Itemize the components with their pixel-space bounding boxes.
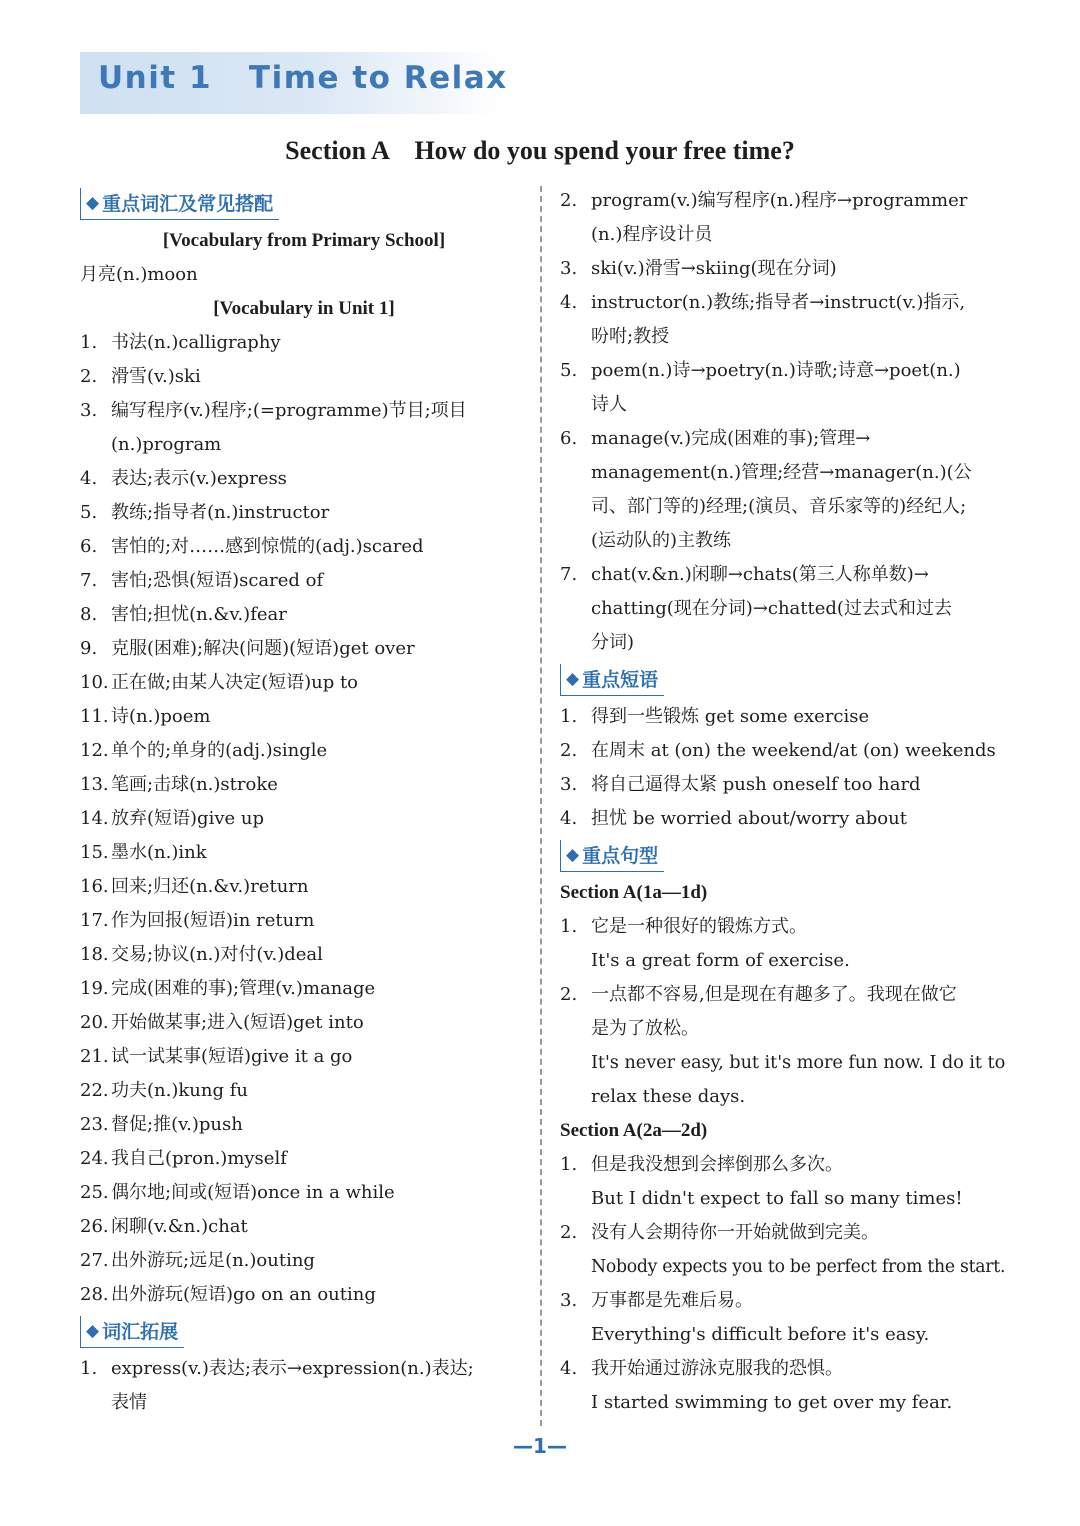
item-text: 它是一种很好的锻炼方式。: [591, 916, 807, 937]
section-a-1a-1d-label: Section A(1a—1d): [560, 882, 708, 903]
list-item: [560, 734, 1005, 768]
word-expansion-list-continued: [560, 184, 1005, 660]
item-number: [560, 524, 591, 558]
item-number: [80, 428, 111, 462]
item-text: manage(v.)完成(困难的事);管理→: [591, 428, 871, 449]
list-item: [560, 910, 1005, 944]
item-text: 在周末 at (on) the weekend/at (on) weekends: [591, 740, 996, 761]
item-text: 放弃(短语)give up: [111, 808, 264, 829]
item-number: 3.: [560, 774, 578, 795]
list-item: [560, 388, 1005, 422]
item-text: Nobody expects you to be perfect from the start.: [591, 1257, 1006, 1277]
item-number: 7.: [560, 564, 578, 585]
item-number: 2.: [560, 1222, 578, 1243]
item-text: (运动队的)主教练: [591, 530, 732, 551]
item-text: 害怕;担忧(n.&v.)fear: [111, 604, 287, 625]
list-item: [80, 632, 528, 666]
list-item: [560, 422, 1005, 456]
right-column: [560, 184, 1005, 1420]
item-text: express(v.)表达;表示→expression(n.)表达;: [111, 1358, 474, 1379]
item-number: [560, 218, 591, 252]
item-number: 4.: [560, 808, 578, 829]
item-number: 1.: [80, 1358, 98, 1379]
item-text: 担忧 be worried about/worry about: [591, 808, 907, 829]
list-item: [80, 598, 528, 632]
list-item: [80, 394, 528, 428]
item-number: 6.: [560, 428, 578, 449]
item-number: [560, 490, 591, 524]
item-number: [560, 388, 591, 422]
item-text: 作为回报(短语)in return: [111, 910, 315, 931]
item-text: 我开始通过游泳克服我的恐惧。: [591, 1358, 843, 1379]
item-number: 6.: [80, 536, 98, 557]
item-text: It's never easy, but it's more fun now. I do it to: [591, 1052, 1006, 1073]
list-item: [560, 1284, 1005, 1318]
item-number: 22.: [80, 1080, 109, 1101]
item-text: 功夫(n.)kung fu: [111, 1080, 248, 1101]
item-text: 得到一些锻炼 get some exercise: [591, 706, 870, 727]
vocab-moon: 月亮(n.)moon: [80, 264, 198, 285]
item-text: ski(v.)滑雪→skiing(现在分词): [591, 258, 837, 279]
item-number: 5.: [560, 360, 578, 381]
diamond-icon: ◆: [566, 668, 580, 689]
section-title: Section A How do you spend your free time?: [285, 136, 795, 165]
item-text: 正在做;由某人决定(短语)up to: [111, 672, 359, 693]
list-item: [80, 360, 528, 394]
list-item: [560, 1080, 1005, 1114]
heading-key-phrases: ◆ 重点短语: [560, 662, 1005, 697]
list-item: [80, 836, 528, 870]
list-item: [80, 462, 528, 496]
item-number: [560, 592, 591, 626]
item-number: 3.: [80, 400, 98, 421]
item-text: It's a great form of exercise.: [591, 950, 850, 971]
list-item: [560, 802, 1005, 836]
list-item: [80, 1108, 528, 1142]
item-number: 1.: [560, 706, 578, 727]
list-item: [80, 564, 528, 598]
item-text: chat(v.&n.)闲聊→chats(第三人称单数)→: [591, 564, 929, 585]
list-item: [560, 1318, 1005, 1352]
vocabulary-list: [80, 326, 528, 1312]
item-text: poem(n.)诗→poetry(n.)诗歌;诗意→poet(n.): [591, 360, 961, 381]
item-number: [560, 320, 591, 354]
item-text: 万事都是先难后易。: [591, 1290, 753, 1311]
subheading-primary-vocabulary: [Vocabulary from Primary School]: [162, 230, 446, 251]
item-number: 13.: [80, 774, 109, 795]
item-number: [560, 1318, 591, 1352]
item-text: 司、部门等的)经理;(演员、音乐家等的)经纪人;: [591, 496, 967, 517]
list-item: [560, 1386, 1005, 1420]
item-text: 克服(困难);解决(问题)(短语)get over: [111, 638, 415, 659]
item-number: 16.: [80, 876, 109, 897]
item-text: 完成(困难的事);管理(v.)manage: [111, 978, 376, 999]
item-text: 一点都不容易,但是现在有趣多了。我现在做它: [591, 984, 957, 1005]
item-text: 我自己(pron.)myself: [111, 1148, 287, 1169]
list-item: [80, 1176, 528, 1210]
list-item: [560, 1250, 1005, 1284]
item-text: 诗(n.)poem: [111, 706, 211, 727]
item-number: [560, 1250, 591, 1284]
list-item: [560, 1046, 1005, 1080]
item-number: 2.: [560, 740, 578, 761]
unit-title: Unit 1 Time to Relax: [98, 60, 508, 96]
list-item: [560, 286, 1005, 320]
item-number: 1.: [560, 916, 578, 937]
item-text: program(v.)编写程序(n.)程序→programmer: [591, 190, 968, 211]
item-number: 27.: [80, 1250, 109, 1271]
item-text: 偶尔地;间或(短语)once in a while: [111, 1182, 395, 1203]
list-item: [80, 530, 528, 564]
list-item: [560, 592, 1005, 626]
list-item: [80, 1244, 528, 1278]
item-number: 19.: [80, 978, 109, 999]
list-item: [560, 1182, 1005, 1216]
item-number: 18.: [80, 944, 109, 965]
item-number: [560, 1080, 591, 1114]
item-text: 回来;归还(n.&v.)return: [111, 876, 309, 897]
list-item: [80, 734, 528, 768]
list-item: [80, 496, 528, 530]
item-number: 15.: [80, 842, 109, 863]
item-text: 但是我没想到会摔倒那么多次。: [591, 1154, 843, 1175]
item-text: 表情: [111, 1392, 147, 1413]
list-item: [560, 218, 1005, 252]
item-text: 没有人会期待你一开始就做到完美。: [591, 1222, 879, 1243]
heading-word-expansion: ◆ 词汇拓展: [80, 1314, 528, 1349]
diamond-icon: ◆: [86, 1320, 100, 1341]
item-number: 4.: [80, 468, 98, 489]
item-text: 表达;表示(v.)express: [111, 468, 287, 489]
sentence-list-1: [560, 910, 1005, 1114]
item-text: 害怕;恐惧(短语)scared of: [111, 570, 324, 591]
item-number: [560, 626, 591, 660]
item-text: But I didn't expect to fall so many times!: [591, 1188, 963, 1209]
item-text: management(n.)管理;经营→manager(n.)(公: [591, 462, 972, 483]
list-item: [560, 978, 1005, 1012]
list-item: [80, 1278, 528, 1312]
list-item: [560, 944, 1005, 978]
list-item: [80, 428, 528, 462]
item-number: [560, 1386, 591, 1420]
item-number: 12.: [80, 740, 109, 761]
item-number: 3.: [560, 258, 578, 279]
list-item: [560, 490, 1005, 524]
item-text: 出外游玩(短语)go on an outing: [111, 1284, 376, 1305]
item-number: 17.: [80, 910, 109, 931]
item-number: 28.: [80, 1284, 109, 1305]
list-item: [80, 802, 528, 836]
list-item: [560, 456, 1005, 490]
item-number: 10.: [80, 672, 109, 693]
list-item: [80, 1142, 528, 1176]
item-number: 2.: [560, 190, 578, 211]
item-text: 闲聊(v.&n.)chat: [111, 1216, 248, 1237]
item-number: [560, 456, 591, 490]
item-number: 14.: [80, 808, 109, 829]
list-item: [560, 700, 1005, 734]
page-number: —1—: [513, 1434, 567, 1458]
item-number: 1.: [560, 1154, 578, 1175]
item-text: 是为了放松。: [591, 1018, 699, 1039]
item-text: (n.)程序设计员: [591, 224, 713, 245]
item-text: 交易;协议(n.)对付(v.)deal: [111, 944, 323, 965]
list-item: [560, 524, 1005, 558]
heading-key-vocabulary: ◆ 重点词汇及常见搭配: [80, 186, 528, 221]
item-number: [560, 1012, 591, 1046]
item-number: 1.: [80, 332, 98, 353]
list-item: [560, 768, 1005, 802]
left-column: [80, 184, 528, 1420]
item-number: 26.: [80, 1216, 109, 1237]
list-item: [80, 700, 528, 734]
list-item: [80, 904, 528, 938]
item-text: 试一试某事(短语)give it a go: [111, 1046, 353, 1067]
item-number: 23.: [80, 1114, 109, 1135]
item-text: 督促;推(v.)push: [111, 1114, 243, 1135]
list-item: [80, 666, 528, 700]
list-item: [560, 252, 1005, 286]
list-item: [560, 558, 1005, 592]
item-number: 8.: [80, 604, 98, 625]
section-a-2a-2d-label: Section A(2a—2d): [560, 1120, 708, 1141]
item-text: instructor(n.)教练;指导者→instruct(v.)指示,: [591, 292, 966, 313]
list-item: [80, 1386, 528, 1420]
list-item: [560, 354, 1005, 388]
item-text: 书法(n.)calligraphy: [111, 332, 281, 353]
item-number: [80, 1386, 111, 1420]
column-divider: [540, 186, 542, 1426]
item-text: 滑雪(v.)ski: [111, 366, 201, 387]
item-number: 3.: [560, 1290, 578, 1311]
phrase-list: [560, 700, 1005, 836]
item-text: 单个的;单身的(adj.)single: [111, 740, 328, 761]
item-number: 11.: [80, 706, 109, 727]
diamond-icon: ◆: [566, 844, 580, 865]
item-text: chatting(现在分词)→chatted(过去式和过去: [591, 598, 952, 619]
item-text: 墨水(n.)ink: [111, 842, 207, 863]
item-number: 2.: [80, 366, 98, 387]
item-text: relax these days.: [591, 1086, 746, 1107]
item-number: 24.: [80, 1148, 109, 1169]
item-number: 25.: [80, 1182, 109, 1203]
word-expansion-list: [80, 1352, 528, 1420]
heading-key-sentences: ◆ 重点句型: [560, 838, 1005, 873]
item-text: 出外游玩;远足(n.)outing: [111, 1250, 315, 1271]
item-number: 21.: [80, 1046, 109, 1067]
list-item: [80, 1210, 528, 1244]
item-text: 分词): [591, 632, 635, 653]
list-item: [560, 1012, 1005, 1046]
item-text: 编写程序(v.)程序;(=programme)节目;项目: [111, 400, 467, 421]
item-number: 5.: [80, 502, 98, 523]
list-item: [560, 184, 1005, 218]
list-item: [560, 1216, 1005, 1250]
list-item: [560, 626, 1005, 660]
item-text: 诗人: [591, 394, 627, 415]
item-text: 害怕的;对……感到惊慌的(adj.)scared: [111, 536, 424, 557]
item-text: 将自己逼得太紧 push oneself too hard: [591, 774, 921, 795]
item-number: 4.: [560, 292, 578, 313]
item-text: 笔画;击球(n.)stroke: [111, 774, 278, 795]
item-number: [560, 1046, 591, 1080]
item-number: 7.: [80, 570, 98, 591]
item-text: 开始做某事;进入(短语)get into: [111, 1012, 364, 1033]
list-item: [80, 938, 528, 972]
list-item: [80, 768, 528, 802]
item-text: 教练;指导者(n.)instructor: [111, 502, 330, 523]
item-number: [560, 1182, 591, 1216]
list-item: [80, 972, 528, 1006]
item-number: 9.: [80, 638, 98, 659]
list-item: [80, 1074, 528, 1108]
list-item: [80, 326, 528, 360]
sentence-list-2: [560, 1148, 1005, 1420]
item-number: [560, 944, 591, 978]
item-text: Everything's difficult before it's easy.: [591, 1324, 930, 1345]
list-item: [560, 1352, 1005, 1386]
list-item: [80, 1040, 528, 1074]
diamond-icon: ◆: [86, 192, 100, 213]
item-number: 4.: [560, 1358, 578, 1379]
item-text: I started swimming to get over my fear.: [591, 1392, 953, 1413]
list-item: [80, 870, 528, 904]
list-item: [80, 1006, 528, 1040]
list-item: [560, 1148, 1005, 1182]
item-text: (n.)program: [111, 434, 222, 455]
list-item: [560, 320, 1005, 354]
item-number: 2.: [560, 984, 578, 1005]
item-text: 吩咐;教授: [591, 326, 670, 347]
list-item: [80, 1352, 528, 1386]
item-number: 20.: [80, 1012, 109, 1033]
subheading-unit-vocabulary: [Vocabulary in Unit 1]: [213, 298, 395, 319]
